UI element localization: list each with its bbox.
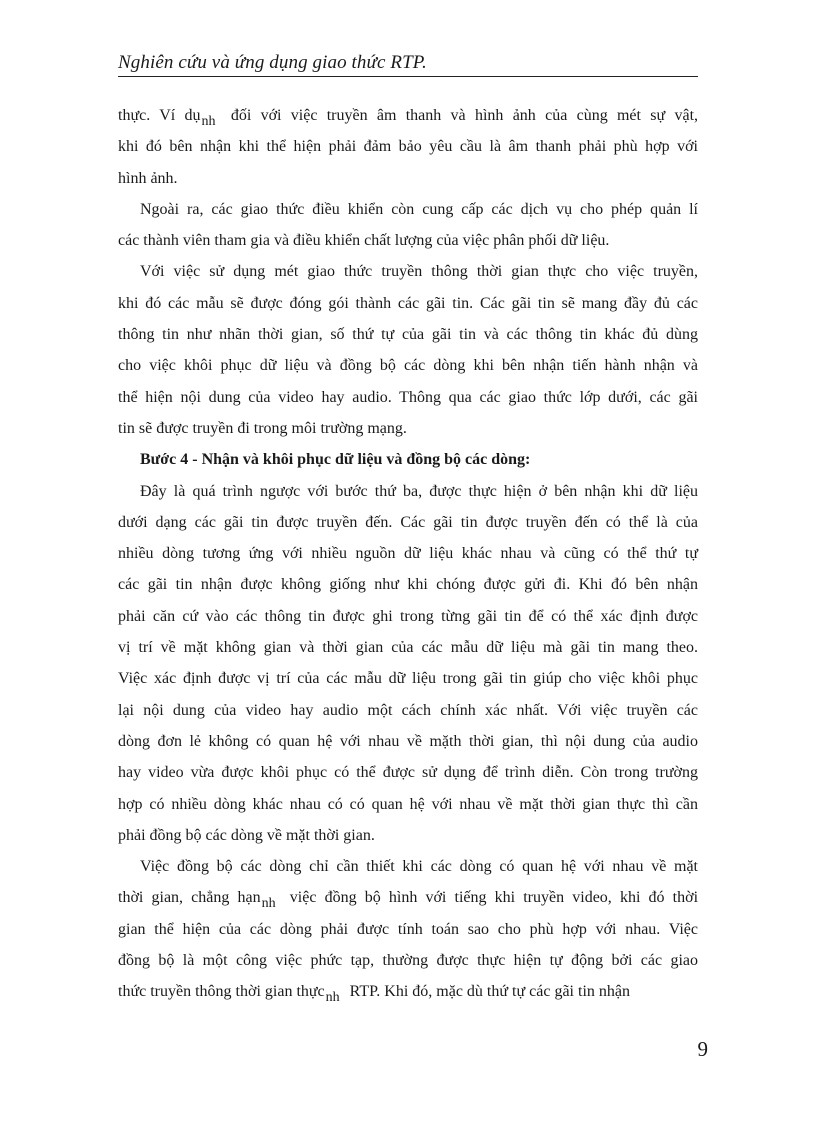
subscript-nh: nh: [261, 896, 276, 912]
text-line: dưới dạng các gãi tin được truyền đến. Các gãi tin được truyền đến có thể là của: [118, 513, 698, 531]
text-line: thông tin như nhãn thời gian, số thứ tự của gãi tin và các thông tin khác đủ dùng: [118, 326, 698, 344]
text-line: Việc xác định được vị trí của các mẫu dữ liệu trong gãi tin giúp cho việc khôi phục: [118, 670, 698, 688]
text-line: nhiều dòng tương ứng với nhiều nguồn dữ liệu khác nhau và cũng có thể thứ tự: [118, 545, 698, 563]
text-line: các thành viên tham gia và điều khiển chất lượng của việc phân phối dữ liệu.: [118, 232, 610, 250]
text-line: thời gian, chẳng hạnnh việc đồng bộ hình với tiếng khi truyền video, khi đó thời: [118, 889, 699, 912]
subscript-nh: nh: [201, 114, 216, 129]
text-line: thực. Ví dụnh đối với việc truyền âm thanh và hình ảnh của cùng mét sự vật,: [118, 107, 699, 129]
text-line: khi đó các mẫu sẽ được đóng gói thành các gãi tin. Các gãi tin sẽ mang đầy đủ các: [118, 294, 698, 312]
text-line: hợp có nhiều dòng khác nhau có có quan hệ với nhau về mặt thời gian thực thì cần: [118, 795, 698, 813]
text-line: khi đó bên nhận khi thể hiện phải đảm bảo yêu cầu là âm thanh phải phù hợp với: [118, 138, 698, 156]
section-heading: Bước 4 - Nhận và khôi phục dữ liệu và đồng bộ các dòng:: [140, 451, 531, 469]
running-header: Nghiên cứu và ứng dụng giao thức RTP.: [118, 52, 427, 73]
text-line: phải căn cứ vào các thông tin được ghi trong từng gãi tin để có thể xác định được: [118, 607, 698, 625]
text-line: cho việc khôi phục dữ liệu và đồng bộ các dòng khi bên nhận tiến hành nhận và: [118, 357, 698, 375]
subscript-nh: nh: [325, 990, 340, 1006]
body-text: [118, 100, 698, 1008]
text-line: dòng đơn lẻ không có quan hệ với nhau về mặth thời gian, thì nội dung của audio: [118, 732, 698, 750]
text-line: vị trí về mặt không gian và thời gian của các mẫu dữ liệu mà gãi tin mang theo.: [118, 639, 698, 657]
text-line: tin sẽ được truyền đi trong môi trường mạng.: [118, 419, 407, 437]
header-rule: [118, 76, 698, 77]
text-line: phải đồng bộ các dòng về mặt thời gian.: [118, 826, 375, 844]
text-line: hay video vừa được khôi phục có thể được sử dụng để trình diễn. Còn trong trường: [118, 764, 698, 782]
text-line: lại nội dung của video hay audio một cách chính xác nhất. Với việc truyền các: [118, 701, 698, 719]
text-line: thức truyền thông thời gian thựcnh RTP. Khi đó, mặc dù thứ tự các gãi tin nhận: [118, 983, 630, 1006]
page-number: 9: [697, 1037, 708, 1061]
text-line: thể hiện nội dung của video hay audio. Thông qua các giao thức lớp dưới, các gãi: [118, 388, 698, 406]
text-line: Đây là quá trình ngược với bước thứ ba, được thực hiện ở bên nhận khi dữ liệu: [140, 482, 698, 500]
text-line: Ngoài ra, các giao thức điều khiển còn cung cấp các dịch vụ cho phép quản lí: [140, 200, 698, 218]
text-line: các gãi tin nhận được không giống như khi chóng được gửi đi. Khi đó bên nhận: [118, 576, 698, 594]
text-line: hình ảnh.: [118, 169, 178, 187]
text-line: Với việc sử dụng mét giao thức truyền thông thời gian thực cho việc truyền,: [140, 263, 698, 281]
text-line: đồng bộ là một công việc phức tạp, thường được thực hiện tự động bởi các giao: [118, 952, 698, 970]
text-line: gian thể hiện của các dòng phải được tính toán sao cho phù hợp với nhau. Việc: [118, 920, 698, 938]
text-line: Việc đồng bộ các dòng chỉ cần thiết khi các dòng có quan hệ với nhau về mặt: [140, 858, 698, 876]
